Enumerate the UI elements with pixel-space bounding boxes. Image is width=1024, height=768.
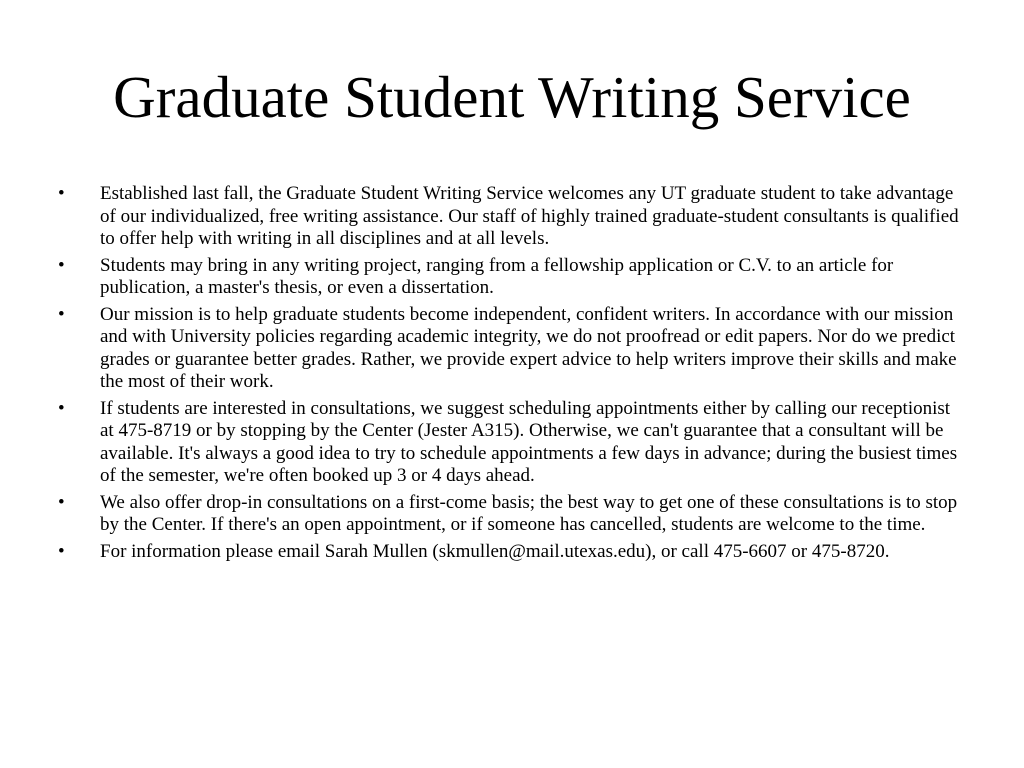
bullet-icon: • (58, 254, 65, 276)
bullet-icon: • (58, 491, 65, 513)
bullet-icon: • (58, 303, 65, 325)
bullet-list (58, 183, 968, 567)
slide-title: Graduate Student Writing Service (113, 64, 911, 130)
bullet-text: For information please email Sarah Mullen (skmullen@mail.utexas.edu), or call 475-6607 or 475-8720. (100, 540, 890, 562)
bullet-icon: • (58, 540, 65, 562)
bullet-icon: • (58, 397, 65, 419)
bullet-item (58, 183, 968, 251)
bullet-text: If students are interested in consultations, we suggest scheduling appointments either by calling our receptionist at 475-8719 or by stopping by the Center (Jester A315). Otherwise, we can't guarantee that a consultant will be available. It's always a good idea to try to schedule appointments a few days in advance; during the busiest times of the semester, we're often booked up 3 or 4 days ahead. (100, 397, 958, 486)
bullet-item (58, 255, 968, 300)
bullet-text: Established last fall, the Graduate Student Writing Service welcomes any UT graduate student to take advantage of our individualized, free writing assistance. Our staff of highly trained graduate-student consultants is qualified to offer help with writing in all disciplines and at all levels. (100, 183, 959, 249)
bullet-text: Students may bring in any writing project, ranging from a fellowship application or C.V. to an article for publication, a master's thesis, or even a dissertation. (100, 254, 894, 298)
bullet-item (58, 304, 968, 394)
bullet-item (58, 492, 968, 537)
bullet-item (58, 398, 968, 488)
bullet-icon: • (58, 183, 65, 204)
bullet-text: Our mission is to help graduate students become independent, confident writers. In accordance with our mission and with University policies regarding academic integrity, we do not proofread or edit papers. Nor do we predict grades or guarantee better grades. Rather, we provide expert advice to help writers improve their skills and make the most of their work. (100, 303, 957, 392)
bullet-item (58, 541, 968, 564)
bullet-text: We also offer drop-in consultations on a first-come basis; the best way to get one of these consultations is to stop by the Center. If there's an open appointment, or if someone has cancelled, students are welcome to the time. (100, 491, 958, 535)
